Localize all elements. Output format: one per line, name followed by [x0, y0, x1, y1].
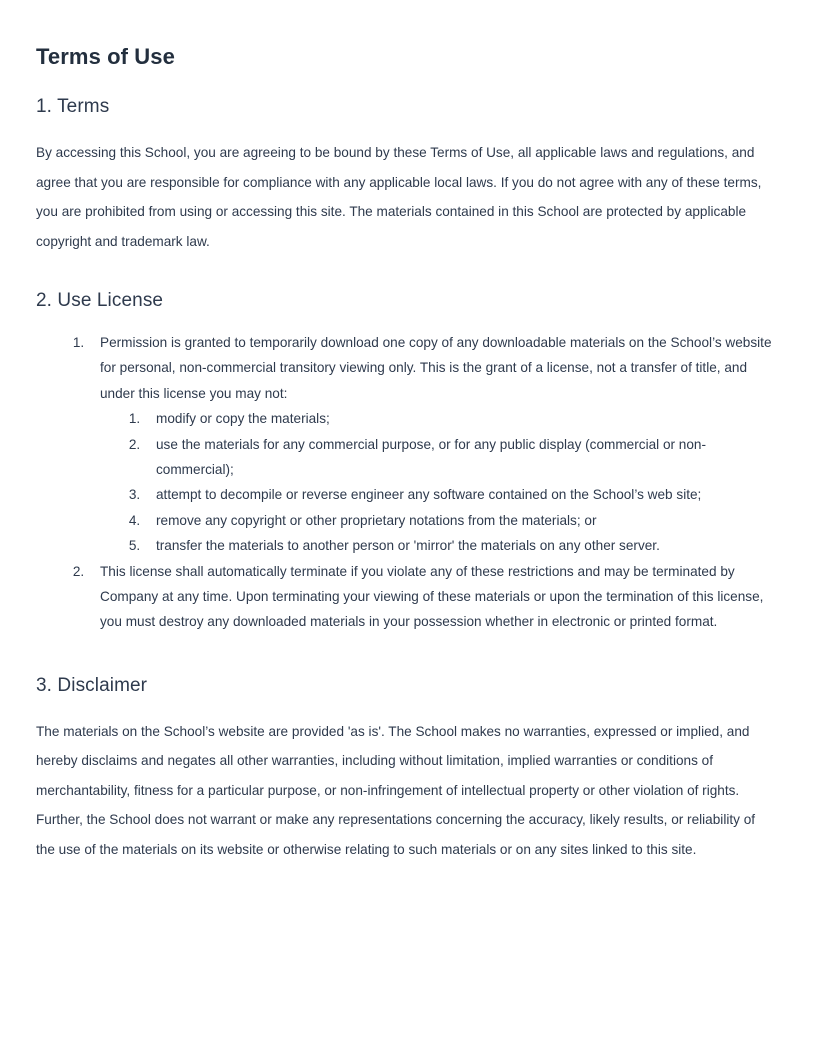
section-heading-use-license: 2. Use License [36, 290, 164, 311]
list-item-text: 5. transfer the materials to another person or 'mirror' the materials on any other server. [156, 538, 660, 554]
section-paragraph-terms: By accessing this School, you are agreeing to be bound by these Terms of Use, all applicable laws and regulations, and agree that you are responsible for compliance with any applicable local laws. If you do not agree with any of these terms, you are prohibited from using or accessing this site. The materials contained in this School are protected by applicable copyright and trademark law. [36, 145, 762, 249]
list-item [144, 482, 776, 507]
list-item [144, 432, 776, 483]
list-item [144, 533, 776, 558]
section-paragraph-disclaimer: The materials on the School’s website are provided 'as is'. The School makes no warranties, expressed or implied, and hereby disclaims and negates all other warranties, including without limitation, implied warranties or conditions of merchantability, fitness for a particular purpose, or non-infringement of intellectual property or other violation of rights. Further, the School does not warrant or make any representations concerning the accuracy, likely results, or reliability of the use of the materials on its website or otherwise relating to such materials or on any sites linked to this site. [36, 723, 756, 857]
page-title: Terms of Use [36, 44, 175, 69]
list-item [88, 330, 776, 559]
use-license-list [36, 330, 776, 635]
list-item [144, 508, 776, 533]
list-item-text: 4. remove any copyright or other proprietary notations from the materials; or [156, 512, 597, 528]
list-item-text: 2. use the materials for any commercial purpose, or for any public display (commercial or non-commercial); [156, 436, 707, 478]
list-item [144, 406, 776, 431]
list-item-text: 1. Permission is granted to temporarily download one copy of any downloadable materials on the School’s website for personal, non-commercial transitory viewing only. This is the grant of a license, not a transfer of title, and under this license you may not: [100, 335, 772, 401]
spacer [36, 635, 776, 641]
section-heading-disclaimer: 3. Disclaimer [36, 674, 148, 696]
list-item-text: 3. attempt to decompile or reverse engineer any software contained on the School’s web site; [156, 487, 702, 503]
list-item-text: 2. This license shall automatically terminate if you violate any of these restrictions and may be terminated by Company at any time. Upon terminating your viewing of these materials or upon the termination of this license, you must destroy any downloaded materials in your possession whether in electronic or printed format. [100, 563, 764, 630]
list-item-text: 1. modify or copy the materials; [156, 411, 330, 427]
list-item [88, 559, 776, 635]
use-license-sublist [100, 406, 776, 558]
section-heading-terms: 1. Terms [36, 96, 110, 117]
